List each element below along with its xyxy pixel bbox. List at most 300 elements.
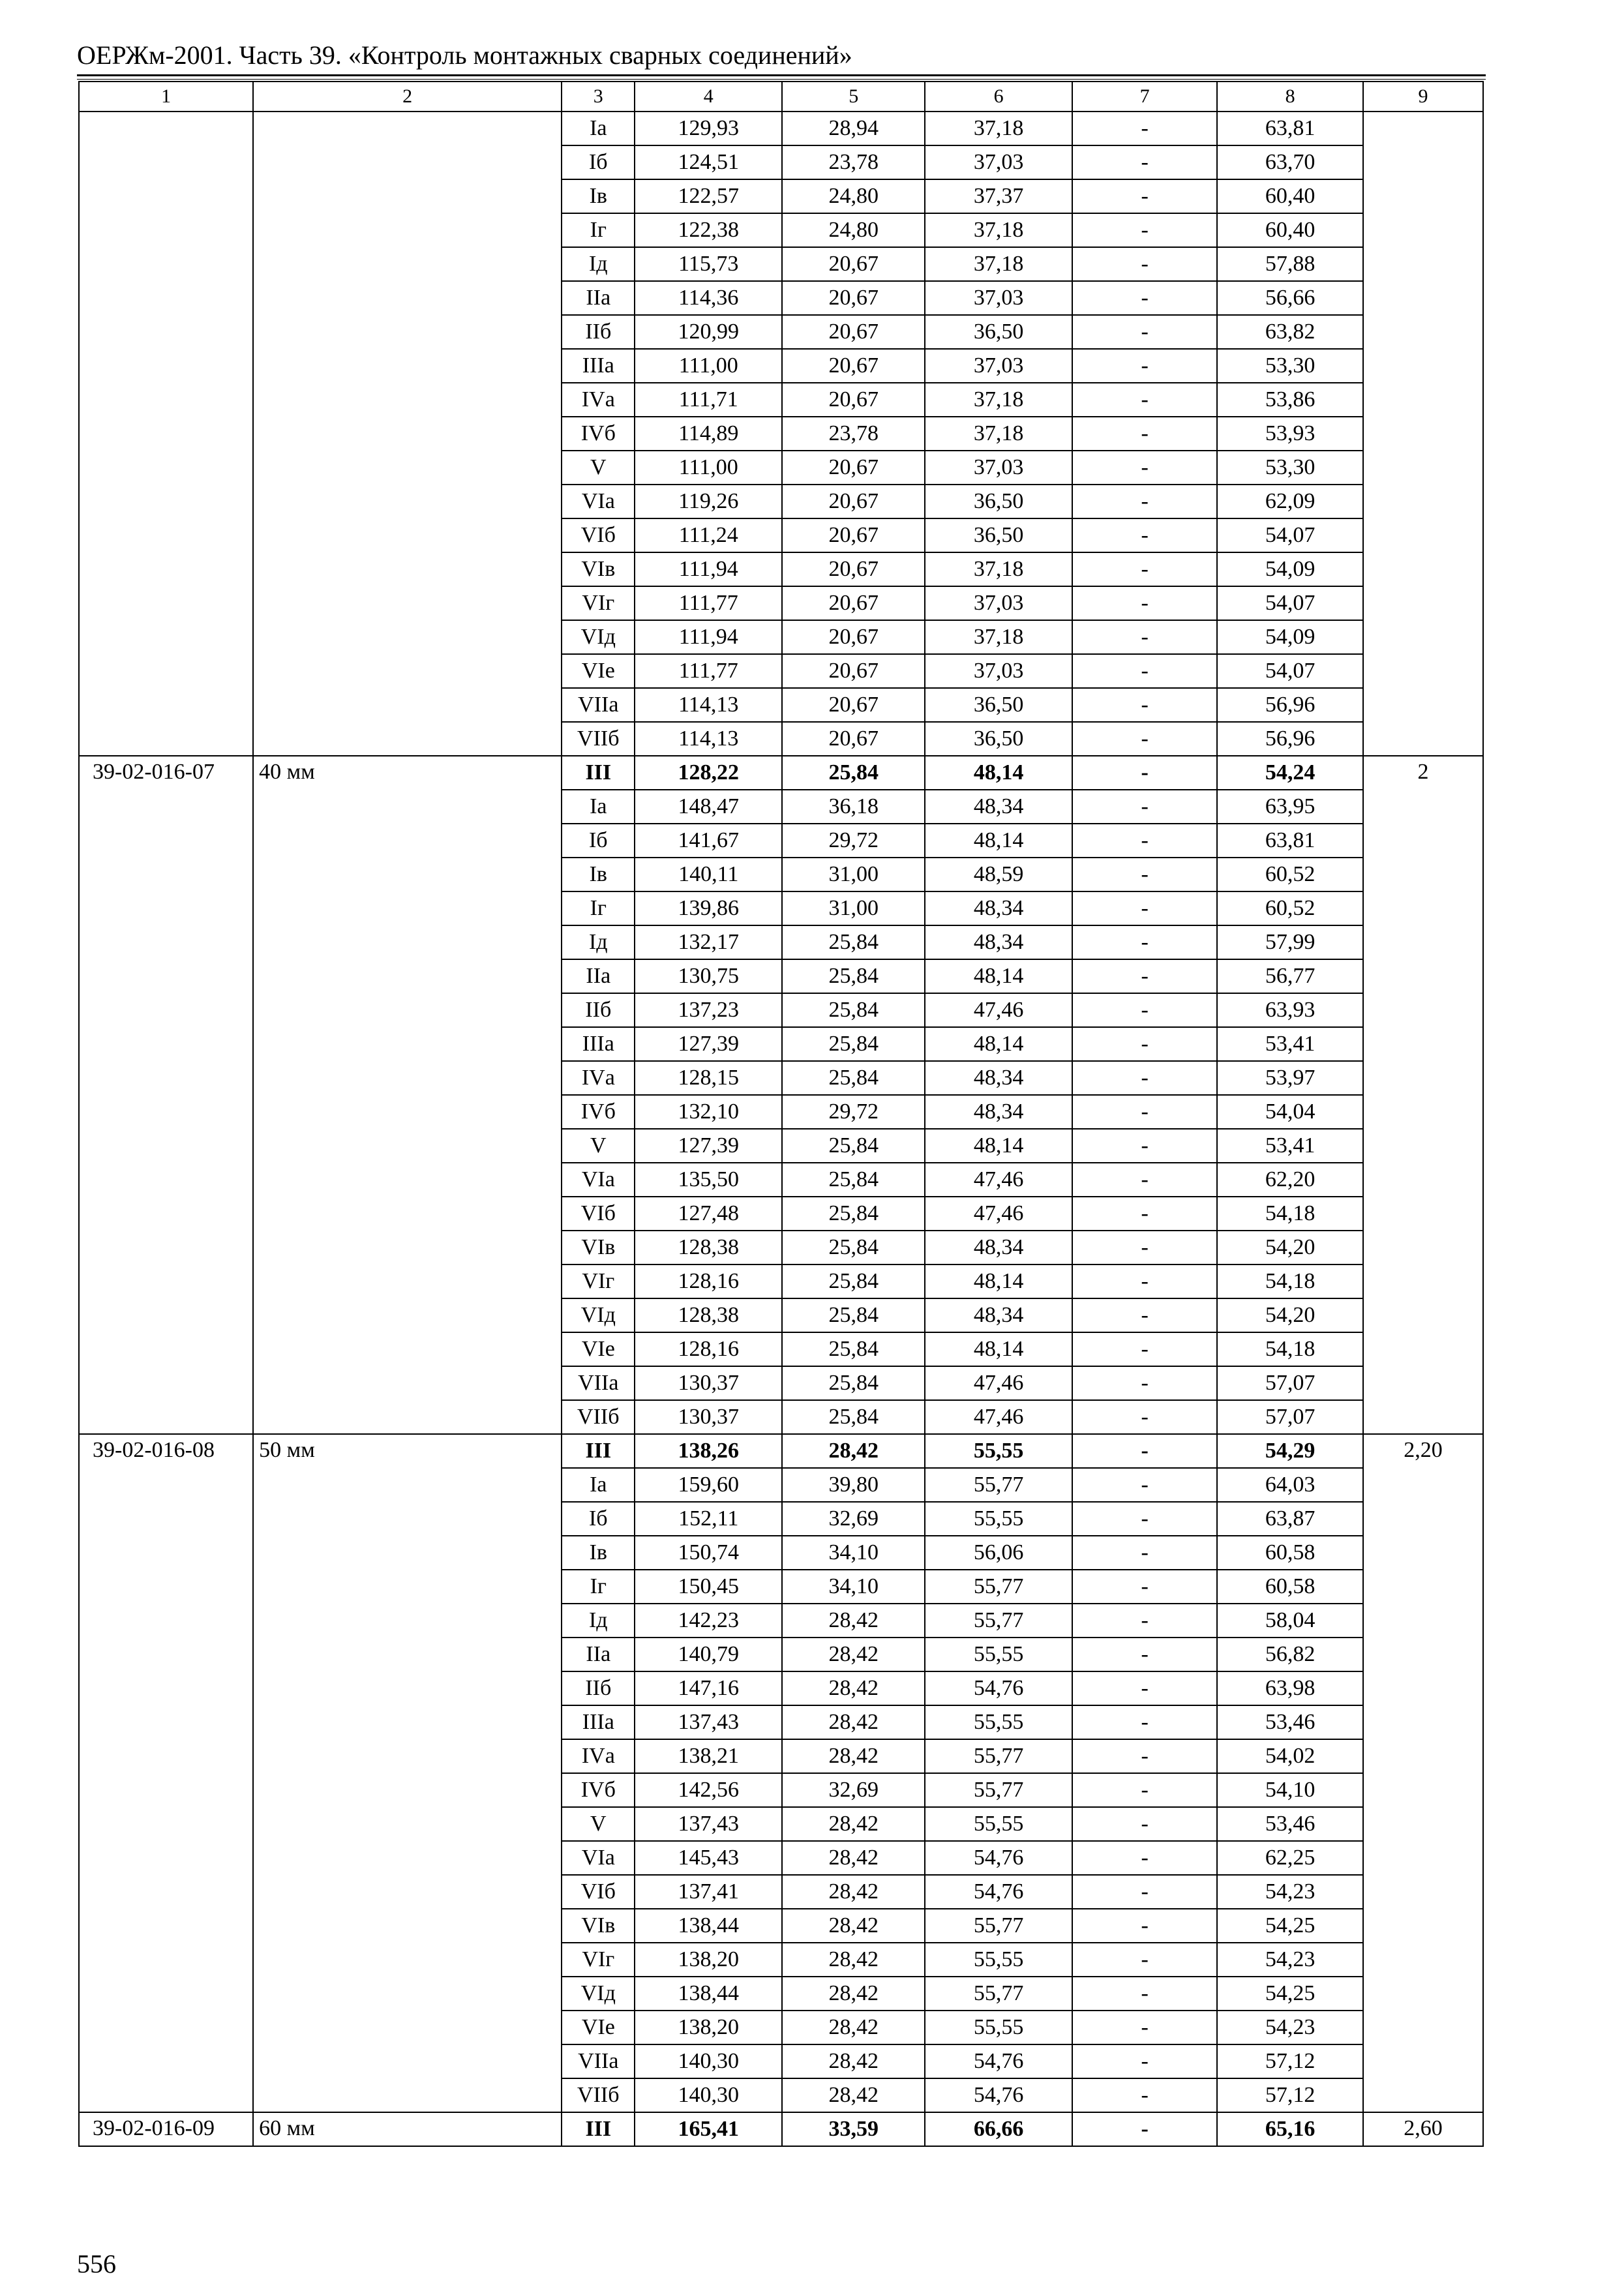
wage-cell: 36,18: [782, 790, 925, 824]
machine-cost-cell: 66,66: [925, 2112, 1072, 2146]
column-number: 5: [782, 82, 925, 112]
materials-cost-cell: 60,58: [1217, 1570, 1363, 1604]
machine-cost-cell: 55,55: [925, 2011, 1072, 2044]
wage-cell: 28,42: [782, 1671, 925, 1705]
zone-mark-cell: VIб: [562, 1197, 635, 1231]
wage-cell: 25,84: [782, 1400, 925, 1434]
machinist-wage-cell: -: [1072, 2078, 1217, 2112]
zone-mark-cell: III: [562, 1434, 635, 1468]
rate-code-cell: 39-02-016-07: [79, 756, 253, 1434]
machine-cost-cell: 48,14: [925, 959, 1072, 993]
wage-cell: 28,42: [782, 1875, 925, 1909]
table-row: [79, 112, 1483, 145]
machinist-wage-cell: -: [1072, 586, 1217, 620]
machine-cost-cell: 37,18: [925, 383, 1072, 417]
total-cost-cell: 111,00: [635, 349, 782, 383]
rate-code-cell: 39-02-016-09: [79, 2112, 253, 2146]
materials-cost-cell: 57,12: [1217, 2078, 1363, 2112]
wage-cell: 25,84: [782, 756, 925, 790]
zone-mark-cell: IIб: [562, 315, 635, 349]
total-cost-cell: 145,43: [635, 1841, 782, 1875]
total-cost-cell: 111,24: [635, 518, 782, 552]
machinist-wage-cell: -: [1072, 552, 1217, 586]
total-cost-cell: 128,38: [635, 1298, 782, 1332]
materials-cost-cell: 54,07: [1217, 586, 1363, 620]
zone-mark-cell: VIIа: [562, 1366, 635, 1400]
wage-cell: 28,42: [782, 1739, 925, 1773]
zone-mark-cell: VIIа: [562, 2044, 635, 2078]
machine-cost-cell: 37,37: [925, 179, 1072, 213]
total-cost-cell: 128,22: [635, 756, 782, 790]
materials-cost-cell: 54,23: [1217, 1943, 1363, 1977]
zone-mark-cell: Iб: [562, 145, 635, 179]
machinist-wage-cell: -: [1072, 1434, 1217, 1468]
materials-cost-cell: 62,20: [1217, 1163, 1363, 1197]
materials-cost-cell: 53,93: [1217, 417, 1363, 451]
machinist-wage-cell: -: [1072, 688, 1217, 722]
zone-mark-cell: Iв: [562, 1536, 635, 1570]
machinist-wage-cell: -: [1072, 1197, 1217, 1231]
materials-cost-cell: 57,88: [1217, 247, 1363, 281]
wage-cell: 25,84: [782, 925, 925, 959]
machinist-wage-cell: -: [1072, 1468, 1217, 1502]
total-cost-cell: 159,60: [635, 1468, 782, 1502]
zone-mark-cell: IIб: [562, 1671, 635, 1705]
machine-cost-cell: 48,34: [925, 1231, 1072, 1264]
materials-cost-cell: 54,25: [1217, 1977, 1363, 2011]
total-cost-cell: 152,11: [635, 1502, 782, 1536]
zone-mark-cell: VIе: [562, 1332, 635, 1366]
machine-cost-cell: 37,18: [925, 213, 1072, 247]
wage-cell: 25,84: [782, 1061, 925, 1095]
wage-cell: 25,84: [782, 1129, 925, 1163]
materials-cost-cell: 54,25: [1217, 1909, 1363, 1943]
total-cost-cell: 122,57: [635, 179, 782, 213]
column-number: 7: [1072, 82, 1217, 112]
machinist-wage-cell: -: [1072, 1773, 1217, 1807]
machinist-wage-cell: -: [1072, 451, 1217, 485]
machinist-wage-cell: -: [1072, 383, 1217, 417]
machine-cost-cell: 55,55: [925, 1807, 1072, 1841]
machinist-wage-cell: -: [1072, 959, 1217, 993]
machine-cost-cell: 37,03: [925, 145, 1072, 179]
wage-cell: 28,42: [782, 1841, 925, 1875]
zone-mark-cell: VIв: [562, 552, 635, 586]
materials-cost-cell: 54,23: [1217, 2011, 1363, 2044]
total-cost-cell: 137,43: [635, 1807, 782, 1841]
zone-mark-cell: VIа: [562, 1841, 635, 1875]
total-cost-cell: 114,13: [635, 688, 782, 722]
zone-mark-cell: VIв: [562, 1231, 635, 1264]
total-cost-cell: 138,20: [635, 1943, 782, 1977]
materials-cost-cell: 54,18: [1217, 1264, 1363, 1298]
total-cost-cell: 128,16: [635, 1264, 782, 1298]
zone-mark-cell: V: [562, 451, 635, 485]
zone-mark-cell: IIIа: [562, 1705, 635, 1739]
wage-cell: 28,42: [782, 1909, 925, 1943]
wage-cell: 20,67: [782, 281, 925, 315]
wage-cell: 20,67: [782, 586, 925, 620]
machine-cost-cell: 55,77: [925, 1773, 1072, 1807]
wage-cell: 20,67: [782, 518, 925, 552]
materials-cost-cell: 60,40: [1217, 213, 1363, 247]
zone-mark-cell: IIIа: [562, 349, 635, 383]
zone-mark-cell: VIIа: [562, 688, 635, 722]
machinist-wage-cell: -: [1072, 485, 1217, 518]
total-cost-cell: 115,73: [635, 247, 782, 281]
machinist-wage-cell: -: [1072, 2044, 1217, 2078]
materials-cost-cell: 53,30: [1217, 451, 1363, 485]
total-cost-cell: 111,94: [635, 620, 782, 654]
zone-mark-cell: VIа: [562, 1163, 635, 1197]
total-cost-cell: 137,23: [635, 993, 782, 1027]
wage-cell: 20,67: [782, 349, 925, 383]
materials-cost-cell: 54,20: [1217, 1298, 1363, 1332]
total-cost-cell: 137,41: [635, 1875, 782, 1909]
zone-mark-cell: Iд: [562, 247, 635, 281]
machinist-wage-cell: -: [1072, 1875, 1217, 1909]
wage-cell: 24,80: [782, 179, 925, 213]
machinist-wage-cell: -: [1072, 1943, 1217, 1977]
machine-cost-cell: 55,77: [925, 1977, 1072, 2011]
total-cost-cell: 119,26: [635, 485, 782, 518]
zone-mark-cell: IIа: [562, 959, 635, 993]
zone-mark-cell: VIIб: [562, 2078, 635, 2112]
total-cost-cell: 138,26: [635, 1434, 782, 1468]
machine-cost-cell: 47,46: [925, 1163, 1072, 1197]
materials-cost-cell: 54,29: [1217, 1434, 1363, 1468]
machine-cost-cell: 54,76: [925, 1841, 1072, 1875]
machine-cost-cell: 55,55: [925, 1705, 1072, 1739]
column-number: 4: [635, 82, 782, 112]
zone-mark-cell: VIIб: [562, 1400, 635, 1434]
wage-cell: 25,84: [782, 1366, 925, 1400]
machine-cost-cell: 55,77: [925, 1468, 1072, 1502]
wage-cell: 28,42: [782, 2011, 925, 2044]
rate-name-cell: [253, 112, 562, 756]
total-cost-cell: 137,43: [635, 1705, 782, 1739]
machine-cost-cell: 36,50: [925, 688, 1072, 722]
machinist-wage-cell: -: [1072, 1095, 1217, 1129]
machine-cost-cell: 37,03: [925, 586, 1072, 620]
zone-mark-cell: Iв: [562, 179, 635, 213]
total-cost-cell: 165,41: [635, 2112, 782, 2146]
machinist-wage-cell: -: [1072, 1570, 1217, 1604]
zone-mark-cell: VIе: [562, 654, 635, 688]
machine-cost-cell: 48,14: [925, 1027, 1072, 1061]
total-cost-cell: 135,50: [635, 1163, 782, 1197]
wage-cell: 29,72: [782, 824, 925, 858]
column-number: 8: [1217, 82, 1363, 112]
machine-cost-cell: 48,34: [925, 891, 1072, 925]
wage-cell: 28,42: [782, 1977, 925, 2011]
total-cost-cell: 114,89: [635, 417, 782, 451]
zone-mark-cell: Iа: [562, 112, 635, 145]
materials-cost-cell: 54,10: [1217, 1773, 1363, 1807]
rate-code-cell: 39-02-016-08: [79, 1434, 253, 2112]
materials-cost-cell: 54,20: [1217, 1231, 1363, 1264]
wage-cell: 20,67: [782, 552, 925, 586]
zone-mark-cell: IVб: [562, 1095, 635, 1129]
zone-mark-cell: IIа: [562, 281, 635, 315]
machine-cost-cell: 54,76: [925, 1671, 1072, 1705]
document-title: ОЕРЖм-2001. Часть 39. «Контроль монтажных сварных соединений»: [77, 40, 852, 70]
header-rule-thick: [77, 74, 1486, 76]
machinist-wage-cell: -: [1072, 891, 1217, 925]
total-cost-cell: 138,44: [635, 1977, 782, 2011]
total-cost-cell: 130,37: [635, 1400, 782, 1434]
column-number: 6: [925, 82, 1072, 112]
total-cost-cell: 114,36: [635, 281, 782, 315]
zone-mark-cell: Iб: [562, 1502, 635, 1536]
machinist-wage-cell: -: [1072, 756, 1217, 790]
wage-cell: 34,10: [782, 1536, 925, 1570]
wage-cell: 20,67: [782, 654, 925, 688]
machinist-wage-cell: -: [1072, 179, 1217, 213]
wage-cell: 20,67: [782, 688, 925, 722]
machine-cost-cell: 48,59: [925, 858, 1072, 891]
machinist-wage-cell: -: [1072, 1400, 1217, 1434]
materials-cost-cell: 56,82: [1217, 1638, 1363, 1671]
materials-cost-cell: 54,18: [1217, 1332, 1363, 1366]
machinist-wage-cell: -: [1072, 1638, 1217, 1671]
materials-cost-cell: 56,96: [1217, 722, 1363, 756]
total-cost-cell: 142,56: [635, 1773, 782, 1807]
machine-cost-cell: 48,34: [925, 925, 1072, 959]
machinist-wage-cell: -: [1072, 281, 1217, 315]
machine-cost-cell: 37,18: [925, 417, 1072, 451]
column-number: 3: [562, 82, 635, 112]
machine-cost-cell: 48,14: [925, 1129, 1072, 1163]
total-cost-cell: 128,16: [635, 1332, 782, 1366]
machine-cost-cell: 55,77: [925, 1909, 1072, 1943]
zone-mark-cell: IVб: [562, 417, 635, 451]
wage-cell: 33,59: [782, 2112, 925, 2146]
machine-cost-cell: 36,50: [925, 722, 1072, 756]
zone-mark-cell: V: [562, 1129, 635, 1163]
machinist-wage-cell: -: [1072, 858, 1217, 891]
zone-mark-cell: VIб: [562, 518, 635, 552]
materials-cost-cell: 63,87: [1217, 1502, 1363, 1536]
machinist-wage-cell: -: [1072, 1332, 1217, 1366]
page-header: [77, 39, 1486, 80]
zone-mark-cell: IVб: [562, 1773, 635, 1807]
table-row: [79, 2112, 1483, 2146]
labor-cost-cell: 2: [1363, 756, 1483, 1434]
materials-cost-cell: 57,99: [1217, 925, 1363, 959]
machine-cost-cell: 54,76: [925, 2078, 1072, 2112]
zone-mark-cell: VIIб: [562, 722, 635, 756]
wage-cell: 28,94: [782, 112, 925, 145]
total-cost-cell: 142,23: [635, 1604, 782, 1638]
materials-cost-cell: 57,07: [1217, 1366, 1363, 1400]
zone-mark-cell: Iг: [562, 1570, 635, 1604]
wage-cell: 28,42: [782, 2078, 925, 2112]
machinist-wage-cell: -: [1072, 1061, 1217, 1095]
machine-cost-cell: 37,03: [925, 281, 1072, 315]
materials-cost-cell: 53,97: [1217, 1061, 1363, 1095]
zone-mark-cell: VIа: [562, 485, 635, 518]
zone-mark-cell: VIд: [562, 620, 635, 654]
column-number-row: [79, 82, 1483, 112]
wage-cell: 25,84: [782, 1027, 925, 1061]
machinist-wage-cell: -: [1072, 349, 1217, 383]
total-cost-cell: 140,30: [635, 2078, 782, 2112]
machinist-wage-cell: -: [1072, 925, 1217, 959]
zone-mark-cell: III: [562, 2112, 635, 2146]
machinist-wage-cell: -: [1072, 1739, 1217, 1773]
table-body: [79, 82, 1483, 2146]
machine-cost-cell: 55,55: [925, 1638, 1072, 1671]
machine-cost-cell: 37,18: [925, 552, 1072, 586]
machine-cost-cell: 55,55: [925, 1943, 1072, 1977]
machinist-wage-cell: -: [1072, 1841, 1217, 1875]
total-cost-cell: 140,30: [635, 2044, 782, 2078]
materials-cost-cell: 63,70: [1217, 145, 1363, 179]
total-cost-cell: 127,39: [635, 1027, 782, 1061]
machine-cost-cell: 55,77: [925, 1570, 1072, 1604]
materials-cost-cell: 60,40: [1217, 179, 1363, 213]
wage-cell: 20,67: [782, 722, 925, 756]
table-row: [79, 1434, 1483, 1468]
machine-cost-cell: 47,46: [925, 1400, 1072, 1434]
zone-mark-cell: VIб: [562, 1875, 635, 1909]
machinist-wage-cell: -: [1072, 620, 1217, 654]
total-cost-cell: 150,45: [635, 1570, 782, 1604]
zone-mark-cell: VIе: [562, 2011, 635, 2044]
wage-cell: 20,67: [782, 315, 925, 349]
materials-cost-cell: 54,09: [1217, 552, 1363, 586]
page-number: 556: [77, 2249, 116, 2279]
zone-mark-cell: Iв: [562, 858, 635, 891]
wage-cell: 28,42: [782, 1434, 925, 1468]
zone-mark-cell: III: [562, 756, 635, 790]
machine-cost-cell: 36,50: [925, 315, 1072, 349]
machine-cost-cell: 48,34: [925, 1095, 1072, 1129]
materials-cost-cell: 54,04: [1217, 1095, 1363, 1129]
machinist-wage-cell: -: [1072, 1604, 1217, 1638]
total-cost-cell: 128,38: [635, 1231, 782, 1264]
machinist-wage-cell: -: [1072, 112, 1217, 145]
zone-mark-cell: IIб: [562, 993, 635, 1027]
machinist-wage-cell: -: [1072, 1231, 1217, 1264]
machine-cost-cell: 48,34: [925, 790, 1072, 824]
machinist-wage-cell: -: [1072, 993, 1217, 1027]
machine-cost-cell: 56,06: [925, 1536, 1072, 1570]
machine-cost-cell: 37,03: [925, 349, 1072, 383]
zone-mark-cell: Iб: [562, 824, 635, 858]
rates-table: [78, 81, 1484, 2147]
total-cost-cell: 124,51: [635, 145, 782, 179]
zone-mark-cell: VIг: [562, 1264, 635, 1298]
zone-mark-cell: Iг: [562, 213, 635, 247]
labor-cost-cell: 2,20: [1363, 1434, 1483, 2112]
zone-mark-cell: Iа: [562, 790, 635, 824]
zone-mark-cell: IVа: [562, 1061, 635, 1095]
materials-cost-cell: 56,66: [1217, 281, 1363, 315]
zone-mark-cell: VIг: [562, 1943, 635, 1977]
materials-cost-cell: 63,81: [1217, 112, 1363, 145]
zone-mark-cell: Iа: [562, 1468, 635, 1502]
materials-cost-cell: 53,86: [1217, 383, 1363, 417]
materials-cost-cell: 54,18: [1217, 1197, 1363, 1231]
machinist-wage-cell: -: [1072, 1977, 1217, 2011]
wage-cell: 20,67: [782, 485, 925, 518]
total-cost-cell: 139,86: [635, 891, 782, 925]
zone-mark-cell: Iд: [562, 925, 635, 959]
wage-cell: 25,84: [782, 993, 925, 1027]
machinist-wage-cell: -: [1072, 1366, 1217, 1400]
materials-cost-cell: 63,82: [1217, 315, 1363, 349]
materials-cost-cell: 54,07: [1217, 654, 1363, 688]
machine-cost-cell: 36,50: [925, 485, 1072, 518]
total-cost-cell: 141,67: [635, 824, 782, 858]
machine-cost-cell: 55,77: [925, 1739, 1072, 1773]
rate-code-cell: [79, 112, 253, 756]
machine-cost-cell: 47,46: [925, 1366, 1072, 1400]
machinist-wage-cell: -: [1072, 213, 1217, 247]
total-cost-cell: 140,79: [635, 1638, 782, 1671]
materials-cost-cell: 53,30: [1217, 349, 1363, 383]
wage-cell: 25,84: [782, 1332, 925, 1366]
machine-cost-cell: 48,34: [925, 1061, 1072, 1095]
machinist-wage-cell: -: [1072, 1163, 1217, 1197]
total-cost-cell: 148,47: [635, 790, 782, 824]
table-row: [79, 756, 1483, 790]
machinist-wage-cell: -: [1072, 722, 1217, 756]
materials-cost-cell: 60,52: [1217, 858, 1363, 891]
wage-cell: 25,84: [782, 959, 925, 993]
wage-cell: 25,84: [782, 1163, 925, 1197]
machinist-wage-cell: -: [1072, 1807, 1217, 1841]
materials-cost-cell: 53,41: [1217, 1129, 1363, 1163]
machine-cost-cell: 48,34: [925, 1298, 1072, 1332]
zone-mark-cell: Iг: [562, 891, 635, 925]
machine-cost-cell: 37,18: [925, 112, 1072, 145]
machine-cost-cell: 47,46: [925, 993, 1072, 1027]
materials-cost-cell: 57,07: [1217, 1400, 1363, 1434]
labor-cost-cell: 2,60: [1363, 2112, 1483, 2146]
machine-cost-cell: 48,14: [925, 824, 1072, 858]
wage-cell: 20,67: [782, 451, 925, 485]
total-cost-cell: 128,15: [635, 1061, 782, 1095]
machinist-wage-cell: -: [1072, 315, 1217, 349]
total-cost-cell: 111,94: [635, 552, 782, 586]
total-cost-cell: 150,74: [635, 1536, 782, 1570]
materials-cost-cell: 56,77: [1217, 959, 1363, 993]
materials-cost-cell: 63,95: [1217, 790, 1363, 824]
machine-cost-cell: 55,55: [925, 1434, 1072, 1468]
wage-cell: 28,42: [782, 2044, 925, 2078]
machine-cost-cell: 55,55: [925, 1502, 1072, 1536]
materials-cost-cell: 54,02: [1217, 1739, 1363, 1773]
machine-cost-cell: 55,77: [925, 1604, 1072, 1638]
machinist-wage-cell: -: [1072, 1909, 1217, 1943]
materials-cost-cell: 54,07: [1217, 518, 1363, 552]
materials-cost-cell: 60,52: [1217, 891, 1363, 925]
wage-cell: 28,42: [782, 1943, 925, 1977]
materials-cost-cell: 57,12: [1217, 2044, 1363, 2078]
machinist-wage-cell: -: [1072, 790, 1217, 824]
wage-cell: 20,67: [782, 383, 925, 417]
total-cost-cell: 132,10: [635, 1095, 782, 1129]
wage-cell: 24,80: [782, 213, 925, 247]
total-cost-cell: 130,75: [635, 959, 782, 993]
column-number: 2: [253, 82, 562, 112]
materials-cost-cell: 60,58: [1217, 1536, 1363, 1570]
zone-mark-cell: IVа: [562, 1739, 635, 1773]
column-number: 9: [1363, 82, 1483, 112]
